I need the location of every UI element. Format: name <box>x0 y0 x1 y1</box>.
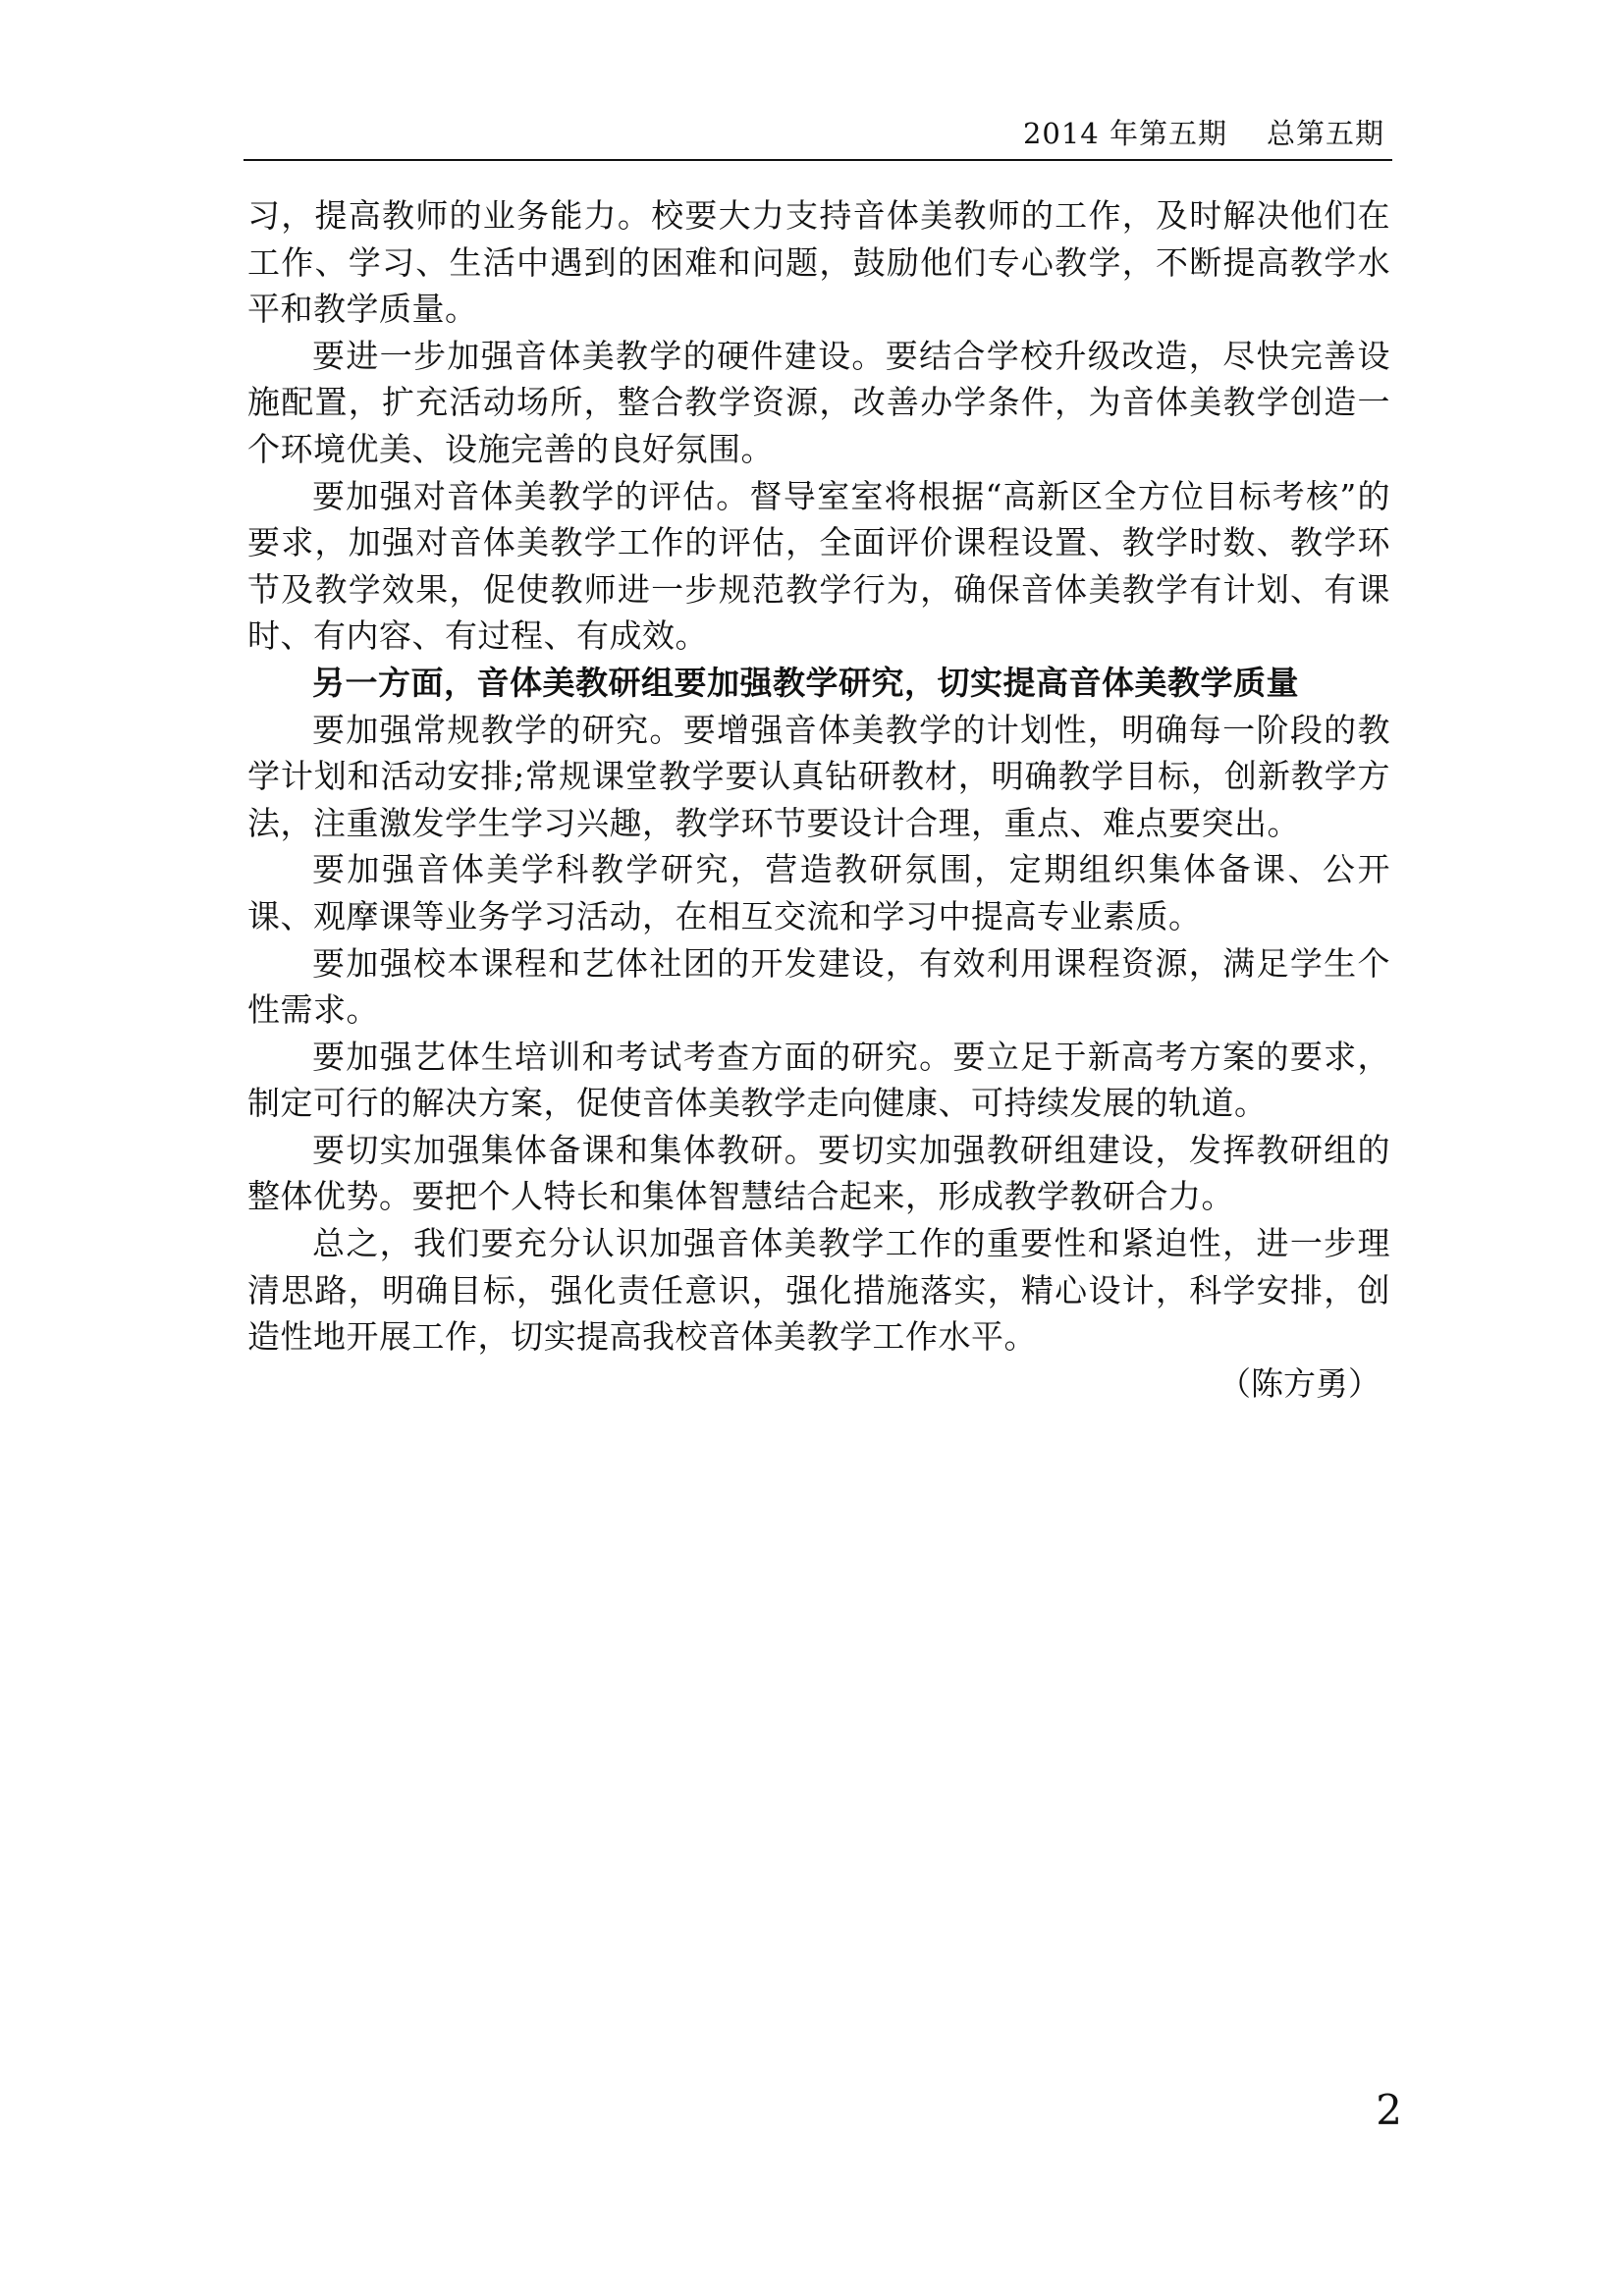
page-number: 2 <box>1376 2086 1402 2134</box>
running-header <box>244 114 1392 161</box>
article-body <box>247 192 1390 1407</box>
paragraph-subject-research: 要加强音体美学科教学研究，营造教研氛围，定期组织集体备课、公开课、观摩课等业务学习活动，在相互交流和学习中提高专业素质。 <box>247 850 1390 935</box>
paragraph-hardware: 要进一步加强音体美教学的硬件建设。要结合学校升级改造，尽快完善设施配置，扩充活动场所，整合教学资源，改善办学条件，为音体美教学创造一个环境优美、设施完善的良好氛围。 <box>247 336 1390 468</box>
paragraph-collective-research: 要切实加强集体备课和集体教研。要切实加强教研组建设，发挥教研组的整体优势。要把个人特长和集体智慧结合起来，形成教学教研合力。 <box>247 1130 1390 1216</box>
paragraph-conclusion: 总之，我们要充分认识加强音体美教学工作的重要性和紧迫性，进一步理清思路，明确目标，强化责任意识，强化措施落实，精心设计，科学安排，创造性地开展工作，切实提高我校音体美教学工作水平。 <box>247 1224 1390 1357</box>
paragraph-evaluation: 要加强对音体美教学的评估。督导室室将根据“高新区全方位目标考核”的要求，加强对音体美教学工作的评估，全面评价课程设置、教学时数、教学环节及教学效果，促使教师进一步规范教学行为，确保音体美教学有计划、有课时、有内容、有过程、有成效。 <box>247 476 1390 656</box>
paragraph-art-sports-training: 要加强艺体生培训和考试考查方面的研究。要立足于新高考方案的要求，制定可行的解决方案，促使音体美教学走向健康、可持续发展的轨道。 <box>247 1037 1390 1123</box>
author-signature: （陈方勇） <box>1218 1363 1380 1403</box>
paragraph-school-curriculum: 要加强校本课程和艺体社团的开发建设，有效利用课程资源，满足学生个性需求。 <box>247 943 1390 1030</box>
header-text <box>1023 114 1384 153</box>
issue-label: 2014 年第五期 <box>1022 117 1227 150</box>
paragraph-routine-teaching: 要加强常规教学的研究。要增强音体美教学的计划性，明确每一阶段的教学计划和活动安排;常规课堂教学要认真钻研教材，明确教学目标，创新教学方法，注重激发学生学习兴趣，教学环节要设计合理，重点、难点要突出。 <box>247 710 1390 842</box>
total-issue-label: 总第五期 <box>1266 117 1384 150</box>
paragraph-continued: 习，提高教师的业务能力。校要大力支持音体美教师的工作，及时解决他们在工作、学习、生活中遇到的困难和问题，鼓励他们专心教学，不断提高教学水平和教学质量。 <box>247 196 1390 329</box>
section-heading: 另一方面，音体美教研组要加强教学研究，切实提高音体美教学质量 <box>312 663 1299 702</box>
